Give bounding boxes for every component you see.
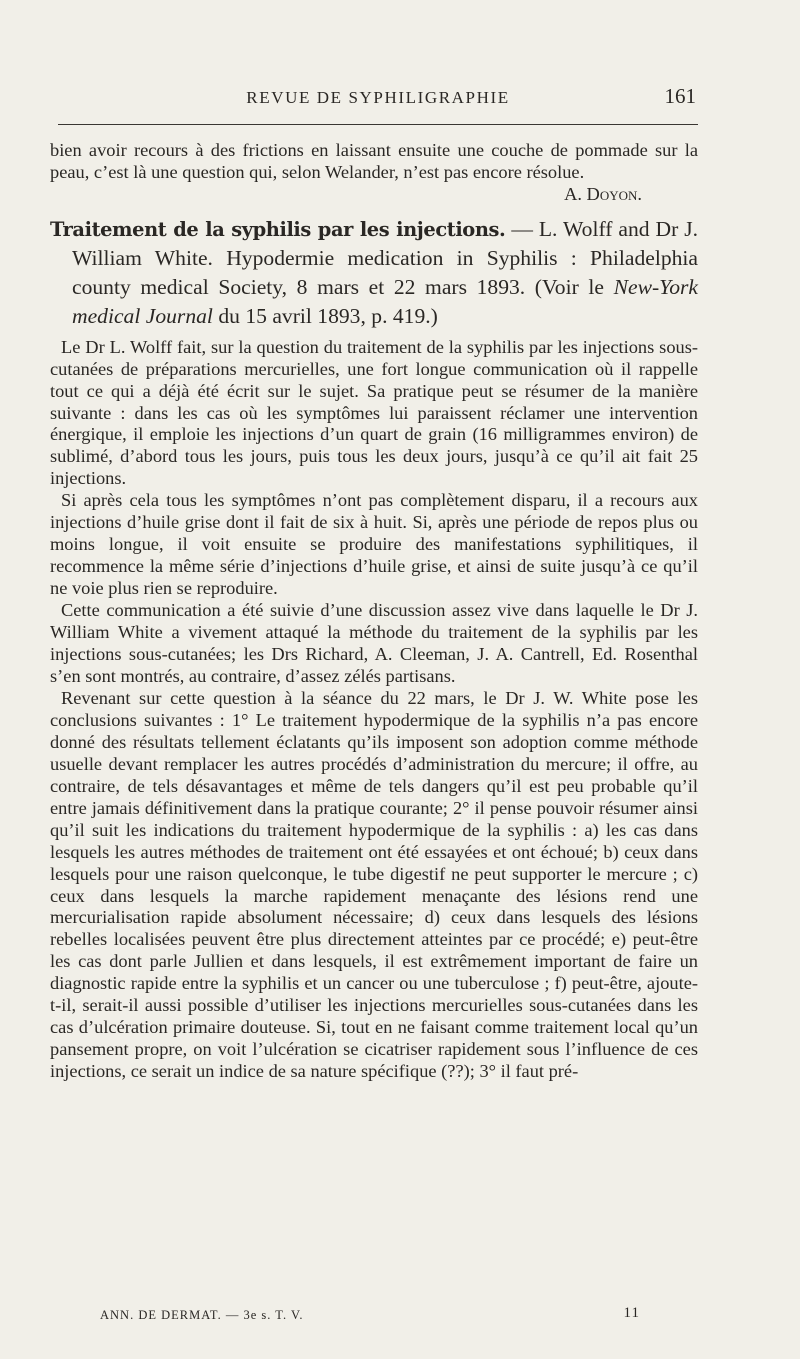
paragraph: Le Dr L. Wolff fait, sur la question du traitement de la syphilis par les injections sous-cutanées de préparations mercurielles, une fort longue communication où il rappelle tout ce qui a déjà été écrit sur le sujet. Sa pratique peut se résumer de la manière suivante : dans les cas où les symptômes lui paraissent réclamer une intervention énergique, il emploie les injections d’un quart de grain (16 milligrammes environ) de sublimé, d’abord tous les jours, puis tous les deux jours, jusqu’à ce qu’il ait fait 25 injections. — [50, 336, 698, 489]
heading-reference-tail: du 15 avril 1893, p. 419.) — [212, 304, 438, 329]
heading-reference: — L. Wolff and Dr J. William White. Hypodermie medication in Syphilis : Philadelphia county medical Society, 8 mars et 22 mars 1893. (Voir le — [72, 216, 699, 300]
signature-number: 11 — [623, 1305, 640, 1321]
author-signature: A. Doyon. — [564, 183, 642, 204]
journal-title: New-York medical Journal — [72, 275, 698, 329]
paragraph: Revenant sur cette question à la séance du 22 mars, le Dr J. W. White pose les conclusions suivantes : 1° Le traitement hypodermique de la syphilis n’a pas encore donné des résultats tellement éclatants qu’ils imposent son adoption comme méthode usuelle devant remplacer les autres procédés d’administration du mercure; il offre, au contraire, de tels désavantages et même de tels dangers qu’il est peu probable qu’il entre jamais définitivement dans la pratique courante; 2° il pense pouvoir résumer ainsi qu’il suit les indications du traitement hypodermique de la syphilis : a) les cas dans lesquels les autres méthodes de traitement ont été essayées et ont échoué; b) ceux dans lesquels pour une raison quelconque, le tube digestif ne peut supporter le mercure ; c) ceux dans lesquels la marche rapidement menaçante des lésions rend une mercurialisation rapide absolument nécessaire; d) ceux dans lesquels des lésions rebelles localisées peuvent être plus directement atteintes par ce procédé; e) peut-être les cas dont parle Jullien et dans lesquels, il est extrêmement important de faire un diagnostic rapide entre la syphilis et un cancer ou une tuberculose ; f) peut-être, ajoute-t-il, serait-il aussi possible d’utiliser les injections mercurielles sous-cutanées dans les cas d’ulcération primaire douteuse. Si, tout en ne faisant comme traitement local qu’un pansement propre, on voit l’ulcération se cicatriser rapidement sous l’influence de ces injections, ce serait un indice de sa nature spécifique (??); 3° il faut pré- — [50, 687, 698, 1082]
paragraph-continuation: bien avoir recours à des frictions en laissant ensuite une couche de pommade sur la peau, c’est là une question qui, selon Welander, n’est pas encore résolue. — [50, 140, 698, 182]
footer-signature-mark: ANN. DE DERMAT. — 3e s. T. V. — [100, 1308, 304, 1322]
page-number: 161 — [664, 84, 696, 108]
header-rule — [58, 124, 698, 125]
page-footer — [100, 1305, 640, 1323]
paragraph: Cette communication a été suivie d’une discussion assez vive dans laquelle le Dr J. William White a vivement attaqué la méthode du traitement de la syphilis par les injections sous-cutanées; les Drs Richard, A. Cleeman, J. A. Cantrell, Ed. Rosenthal s’en sont montrés, au contraire, d’assez zélés partisans. — [50, 600, 698, 686]
article-heading — [50, 215, 698, 332]
paragraph: Si après cela tous les symptômes n’ont pas complètement disparu, il a recours aux injections d’huile grise dont il fait de six à huit. Si, après une période de repos plus ou moins longue, il voit ensuite se produire des manifestations syphilitiques, il recommence la même série d’injections d’huile grise, et ainsi de suite jusqu’à ce qu’il ne voie plus rien se reproduire. — [50, 490, 698, 599]
heading-title: Traitement de la syphilis par les injections. — [50, 217, 506, 241]
running-title: REVUE DE SYPHILIGRAPHIE — [246, 88, 510, 107]
article-body — [50, 140, 698, 1083]
running-header — [58, 86, 698, 116]
